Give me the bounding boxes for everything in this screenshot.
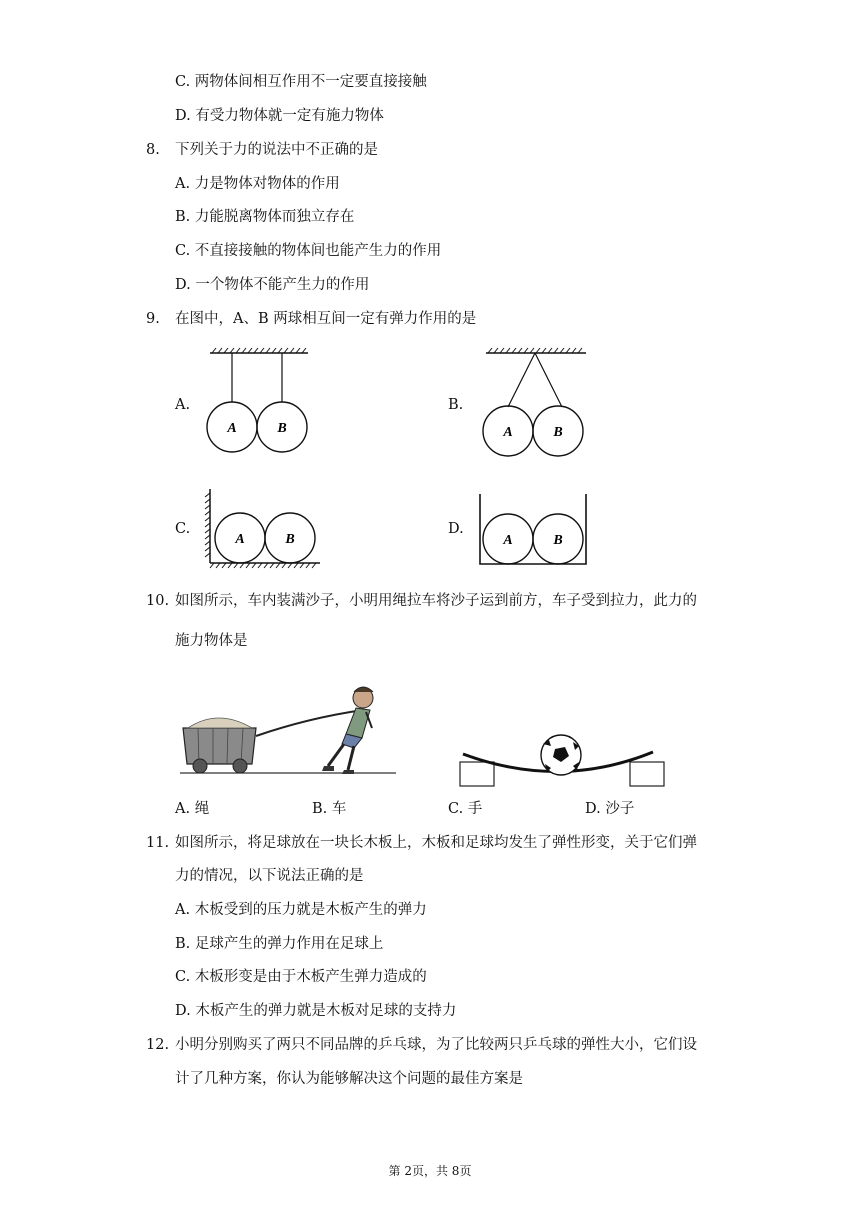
q9-label-a: A. [175,397,191,413]
q9-label-d: D. [448,521,464,537]
q9c-ball-b-label: B [285,532,295,547]
q10-option-c: C. 手 [448,801,483,817]
q8-option-b: B. 力能脱离物体而独立存在 [175,209,355,225]
q8-stem: 下列关于力的说法中不正确的是 [175,142,378,158]
football-plank-illustration [455,730,670,788]
q7-option-d: D. 有受力物体就一定有施力物体 [175,108,384,124]
q9c-ball-a-label: A [235,532,245,547]
q9d-ball-a-label: A [503,533,513,548]
q9-figure-b [478,345,593,465]
q9-figure-d [474,490,594,572]
q8-number: 8. [146,142,160,158]
q10-option-d: D. 沙子 [585,801,635,817]
q11-stem-line2: 力的情况，以下说法正确的是 [175,868,364,884]
q10-option-b: B. 车 [312,801,347,817]
q9b-ball-a-label: A [503,425,513,440]
q9d-ball-b-label: B [553,533,563,548]
page-footer: 第 2页，共 8页 [388,1164,472,1178]
q10-stem-line2: 施力物体是 [175,633,248,649]
q8-option-a: A. 力是物体对物体的作用 [175,176,340,192]
q11-option-a: A. 木板受到的压力就是木板产生的弹力 [175,902,427,918]
q11-option-c: C. 木板形变是由于木板产生弹力造成的 [175,969,427,985]
q8-option-c: C. 不直接接触的物体间也能产生力的作用 [175,243,442,259]
q12-number: 12. [146,1037,170,1053]
q11-number: 11. [146,835,170,851]
q9-number: 9. [146,311,160,327]
q8-option-d: D. 一个物体不能产生力的作用 [175,277,370,293]
cart-pull-illustration [178,678,400,778]
q7-option-c: C. 两物体间相互作用不一定要直接接触 [175,74,427,90]
q9a-ball-b-label: B [277,421,287,436]
q11-stem-line1: 如图所示，将足球放在一块长木板上，木板和足球均发生了弹性形变，关于它们弹 [175,835,697,851]
q10-number: 10. [146,593,170,609]
q9-label-b: B. [448,397,464,413]
q9-label-c: C. [175,521,191,537]
q11-option-d: D. 木板产生的弹力就是木板对足球的支持力 [175,1003,457,1019]
q9a-ball-a-label: A [227,421,237,436]
q12-stem-line1: 小明分别购买了两只不同品牌的乒乓球，为了比较两只乒乓球的弹性大小，它们设 [175,1037,697,1053]
q10-stem-line1: 如图所示，车内装满沙子，小明用绳拉车将沙子运到前方，车子受到拉力，此力的 [175,593,697,609]
q11-option-b: B. 足球产生的弹力作用在足球上 [175,936,384,952]
q9-figure-a [200,345,315,460]
q9-figure-c [200,485,325,575]
q9-stem: 在图中，A、B 两球相互间一定有弹力作用的是 [175,311,477,327]
q9b-ball-b-label: B [553,425,563,440]
q12-stem-line2: 计了几种方案，你认为能够解决这个问题的最佳方案是 [175,1071,523,1087]
q10-option-a: A. 绳 [175,801,210,817]
